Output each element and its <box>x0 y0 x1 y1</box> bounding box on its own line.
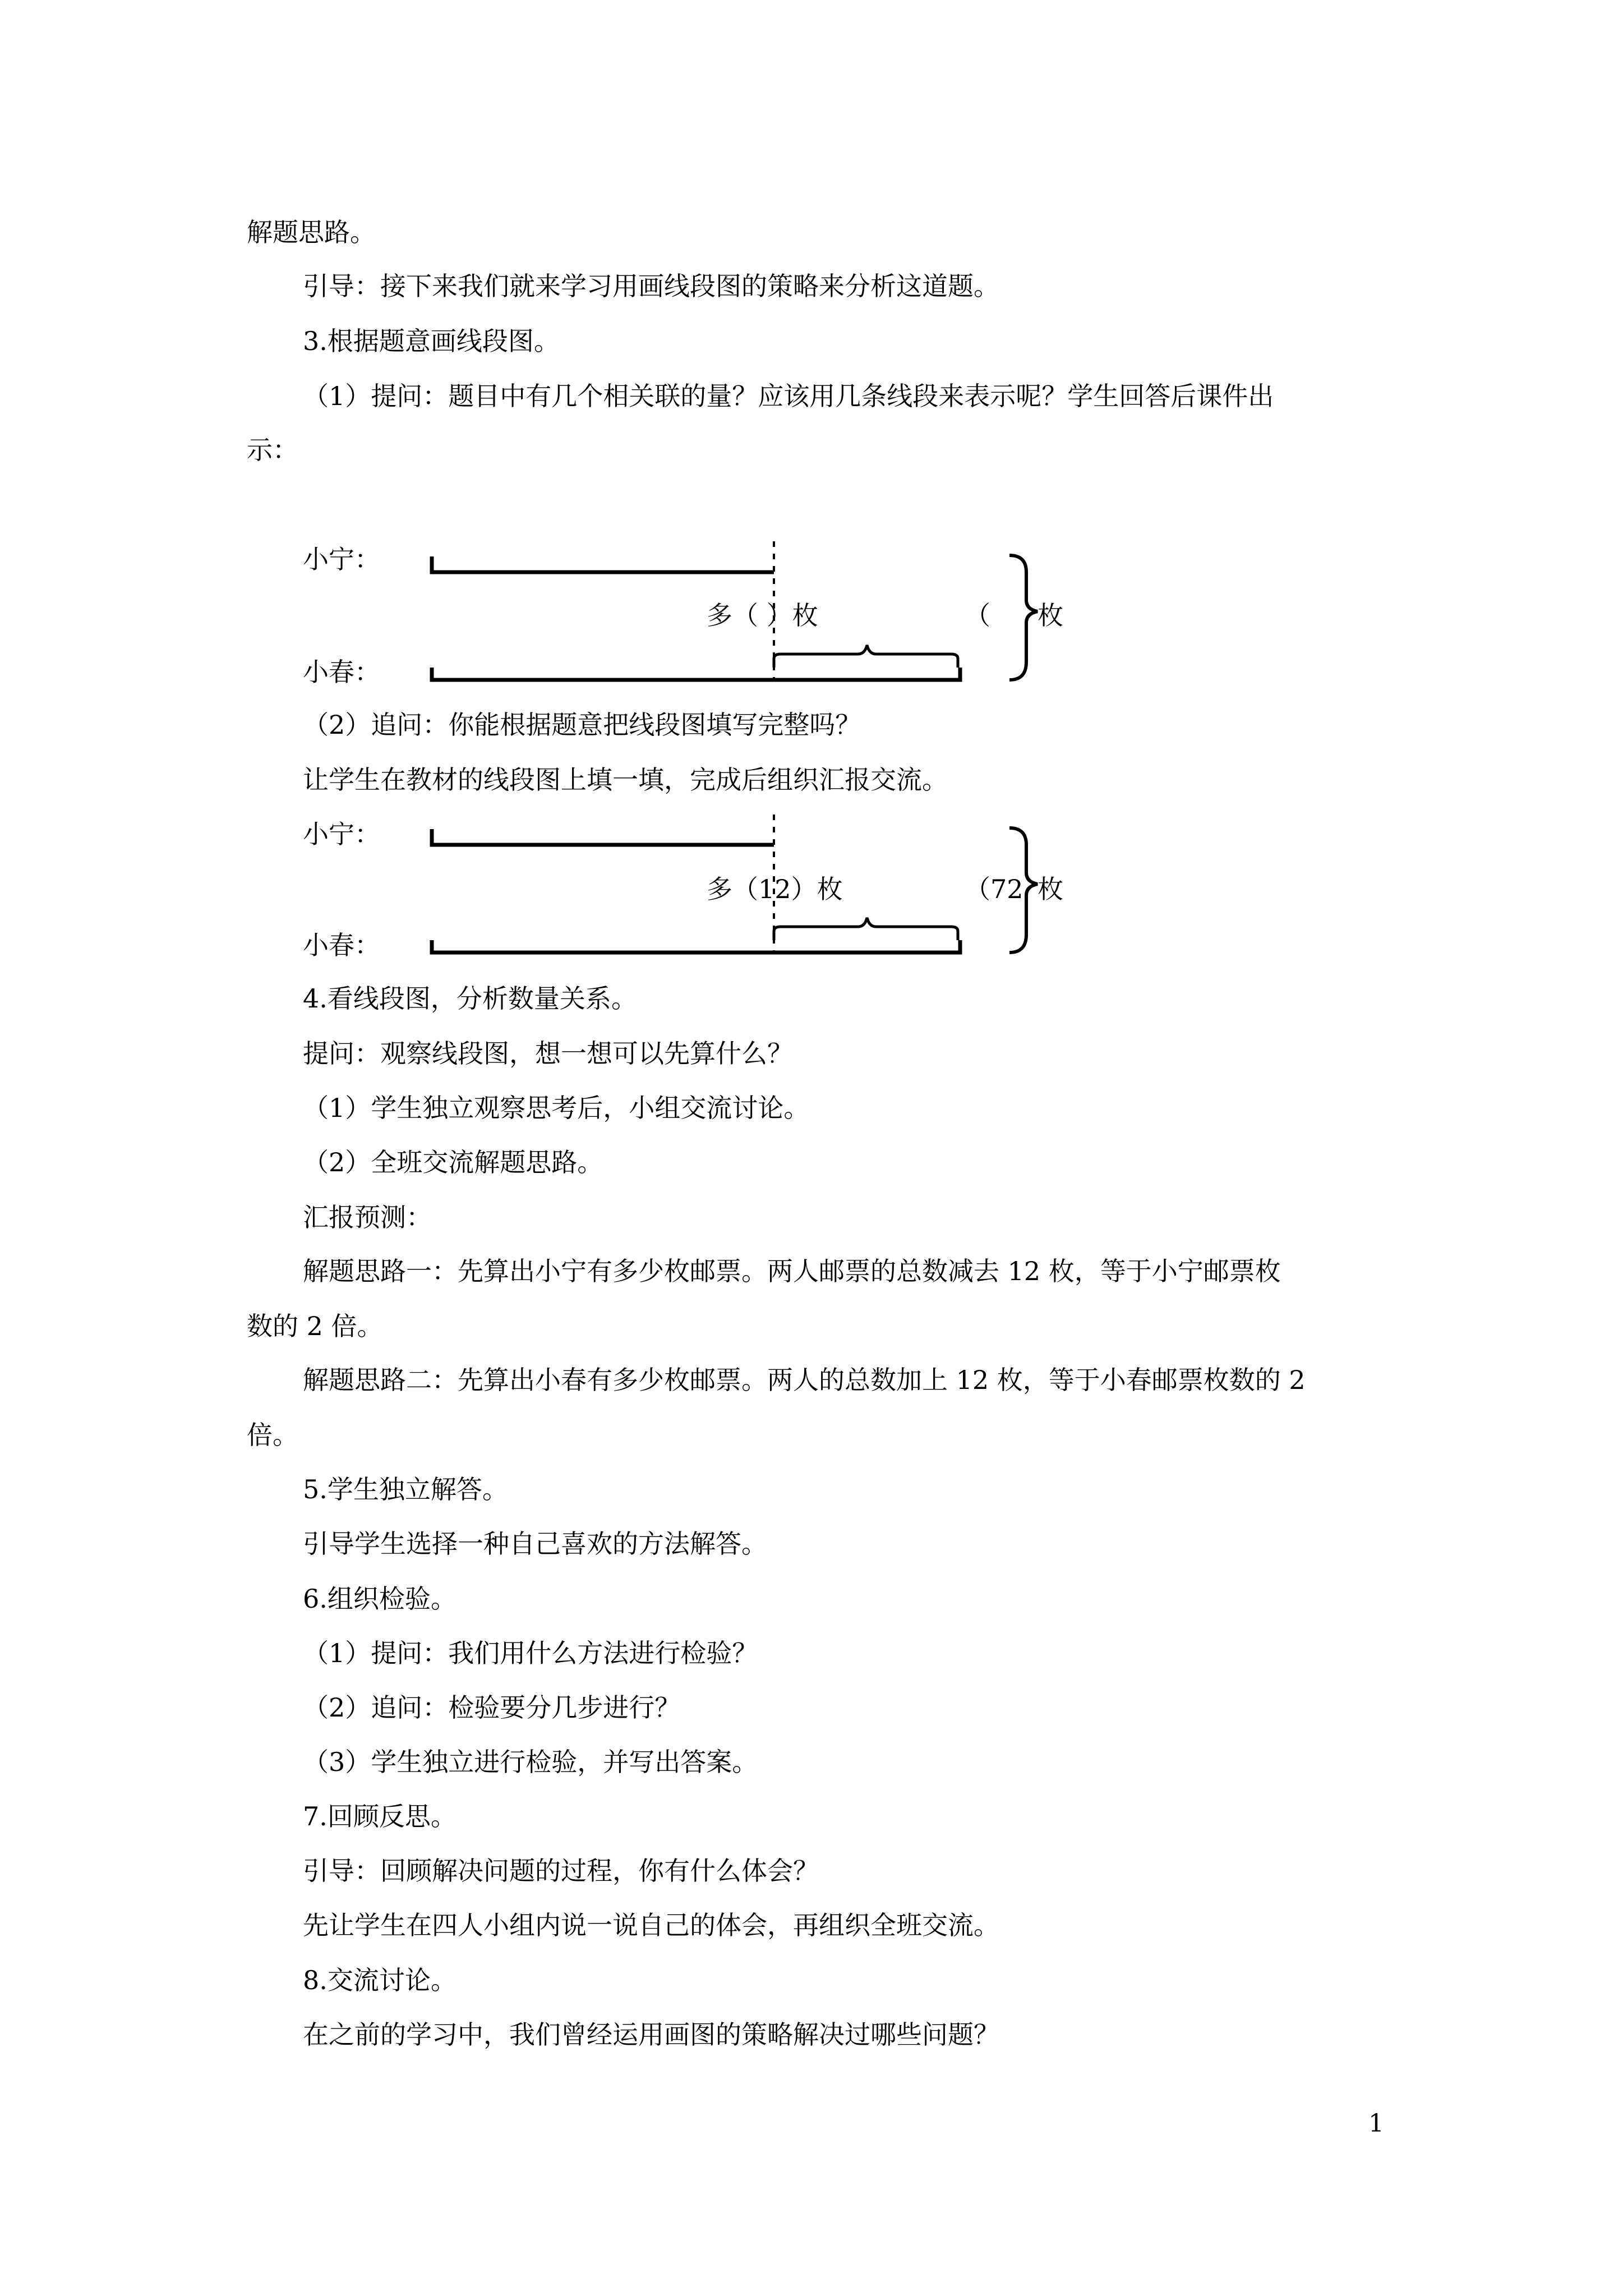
paragraph-17: 5.学生独立解答。 <box>303 1474 508 1504</box>
paragraph-23: 7.回顾反思。 <box>303 1801 457 1832</box>
diagram1-total-unit: 枚 <box>1038 600 1063 631</box>
paragraph-24: 引导：回顾解决问题的过程，你有什么体会？ <box>303 1856 819 1886</box>
paragraph-8: 4.看线段图，分析数量关系。 <box>303 983 637 1014</box>
diagram2-line-segments <box>0 802 1623 970</box>
paragraph-6: （2）追问：你能根据题意把线段图填写完整吗？ <box>303 710 861 740</box>
diagram1-total-paren: （ <box>965 600 990 631</box>
diagram2-more-label: 多（12）枚 <box>707 874 843 904</box>
diagram2-label-xiaoning: 小宁： <box>303 819 380 849</box>
diagram2-label-xiaochun: 小春： <box>303 930 380 960</box>
diagram2-total-paren: （72 <box>965 874 1023 904</box>
paragraph-16: 倍。 <box>247 1420 298 1450</box>
paragraph-13: 解题思路一：先算出小宁有多少枚邮票。两人邮票的总数减去 12 枚，等于小宁邮票枚 <box>303 1256 1281 1286</box>
diagram1-more-label: 多（ ）枚 <box>707 600 818 631</box>
paragraph-25: 先让学生在四人小组内说一说自己的体会，再组织全班交流。 <box>303 1910 999 1940</box>
paragraph-7: 让学生在教材的线段图上填一填，完成后组织汇报交流。 <box>303 765 948 795</box>
paragraph-10: （1）学生独立观察思考后，小组交流讨论。 <box>303 1093 810 1123</box>
paragraph-2: 引导：接下来我们就来学习用画线段图的策略来分析这道题。 <box>303 271 999 301</box>
paragraph-9: 提问：观察线段图，想一想可以先算什么？ <box>303 1038 793 1069</box>
paragraph-4: （1）提问：题目中有几个相关联的量？应该用几条线段来表示呢？学生回答后课件出 <box>303 381 1274 411</box>
diagram2-total-unit: 枚 <box>1038 874 1063 904</box>
diagram1-label-xiaoning: 小宁： <box>303 544 380 574</box>
paragraph-22: （3）学生独立进行检验，并写出答案。 <box>303 1747 758 1777</box>
diagram1-label-xiaochun: 小春： <box>303 657 380 687</box>
paragraph-19: 6.组织检验。 <box>303 1584 457 1614</box>
paragraph-15: 解题思路二：先算出小春有多少枚邮票。两人的总数加上 12 枚，等于小春邮票枚数的 2 <box>303 1365 1306 1395</box>
paragraph-12: 汇报预测： <box>303 1202 432 1232</box>
paragraph-20: （1）提问：我们用什么方法进行检验？ <box>303 1638 758 1668</box>
diagram1-line-segments <box>0 527 1623 696</box>
paragraph-5: 示： <box>247 435 298 465</box>
paragraph-18: 引导学生选择一种自己喜欢的方法解答。 <box>303 1529 767 1559</box>
paragraph-1: 解题思路。 <box>247 217 376 247</box>
paragraph-27: 在之前的学习中，我们曾经运用画图的策略解决过哪些问题？ <box>303 2019 999 2050</box>
paragraph-11: （2）全班交流解题思路。 <box>303 1147 603 1177</box>
page-number: 1 <box>1368 2109 1384 2138</box>
paragraph-14: 数的 2 倍。 <box>247 1311 383 1341</box>
paragraph-26: 8.交流讨论。 <box>303 1965 457 1995</box>
paragraph-3: 3.根据题意画线段图。 <box>303 326 560 356</box>
paragraph-21: （2）追问：检验要分几步进行？ <box>303 1692 681 1723</box>
